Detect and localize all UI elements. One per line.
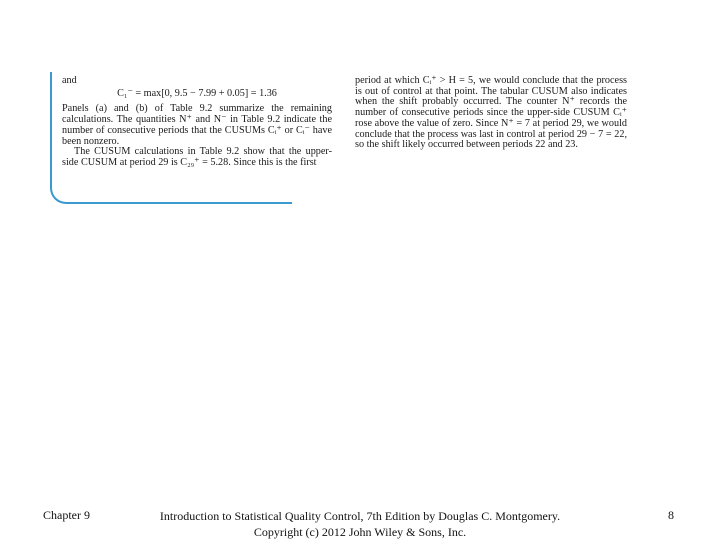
accent-border-line <box>50 72 52 188</box>
textbook-excerpt <box>50 72 640 206</box>
intro-word: and <box>62 75 77 86</box>
excerpt-left-column <box>62 76 332 169</box>
citation-line-2: Copyright (c) 2012 John Wiley & Sons, Inc. <box>253 525 467 539</box>
cusum-equation: C₁⁻ = max[0, 9.5 − 7.99 + 0.05] = 1.36 <box>117 87 277 99</box>
accent-border-curve <box>50 172 292 204</box>
page-number: 8 <box>668 508 674 522</box>
excerpt-right-column <box>355 76 627 151</box>
paragraph-conclusion: period at which Cᵢ⁺ > H = 5, we would conclude that the process is out of control at that point. The tabular CUSUM also indicates when the shift probably occurred. The counter N⁺ records the number of consecutive periods since the upper-side CUSUM Cᵢ⁺ rose above the value of zero. Since N⁺ = 7 at period 29, we would conclude that the process was last in control at period 29 − 7 = 22, so the shift likely occurred between periods 22 and 23. <box>355 75 627 151</box>
chapter-label: Chapter 9 <box>43 508 90 522</box>
paragraph-cusum-calculations: The CUSUM calculations in Table 9.2 show that the upper-side CUSUM at period 29 is C₂₉⁺ = 5.28. Since this is the first <box>62 146 332 168</box>
paragraph-panels: Panels (a) and (b) of Table 9.2 summarize the remaining calculations. The quantities N⁺ and N⁻ in Table 9.2 indicate the number of consecutive periods that the CUSUMs Cᵢ⁺ or Cᵢ⁻ have been nonzero. <box>62 103 332 147</box>
footer-citation <box>150 508 570 540</box>
citation-line-1: Introduction to Statistical Quality Control, 7th Edition by Douglas C. Montgomery. <box>159 509 561 523</box>
